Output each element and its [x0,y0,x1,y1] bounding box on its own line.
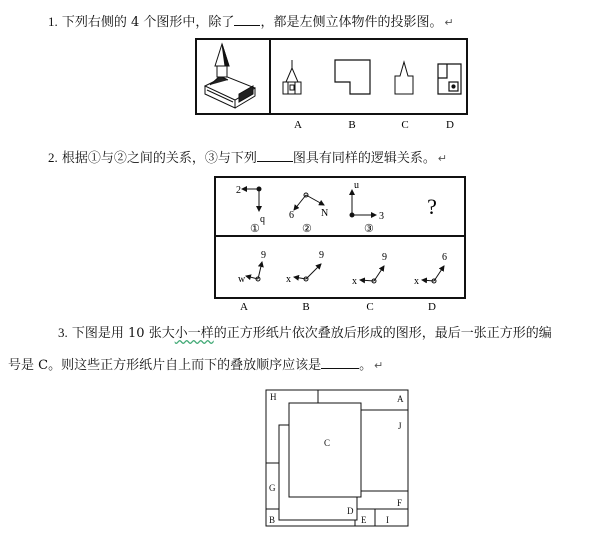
pattern-3 [350,190,376,217]
option-b-num-b: 9 [319,250,324,261]
label-a: A [397,394,404,404]
question-1-text [48,11,454,30]
question-2-figure [214,176,470,312]
answer-blank-1[interactable] [234,13,260,26]
question-3-text-d: 。 [359,358,373,373]
label-i: I [386,515,389,525]
figure-1-frame [196,39,467,114]
paragraph-mark: ↵ [444,17,454,29]
option-c-num-a: x [352,276,357,287]
pattern-3-label: ③ [364,223,374,235]
pattern-1 [242,187,261,211]
option-d-num-b: 6 [442,252,447,263]
label-f: F [397,498,403,508]
question-3-text-c: 号是 C。则这些正方形纸片自上而下的叠放顺序应该是 [8,358,322,373]
square-c [289,403,361,497]
pattern-2-num-b: N [321,208,329,219]
option-d-label: D [446,119,454,131]
label-e: E [361,515,367,525]
label-d: D [347,506,354,516]
pattern-1-num-b: q [260,214,265,225]
option-a-label: A [294,119,302,131]
pattern-3-num-a: u [354,180,359,191]
pattern-1-num-a: 2 [236,185,241,196]
option-c-label: C [366,301,374,312]
option-d-label: D [428,301,436,312]
label-j: J [398,421,402,431]
option-b-label: B [302,301,310,312]
option-b-shape [335,60,370,94]
question-1-text-b: ，都是左侧立体物件的投影图。 [260,15,443,30]
question-2-number: 2. [48,150,58,165]
pattern-2-label: ② [302,223,312,235]
label-h: H [270,392,277,402]
option-b-pattern [294,264,321,281]
question-3-text-b: 的正方形纸片依次叠放后形成的图形，最后一张正方形的编 [213,326,552,341]
question-3-line-1 [58,322,552,341]
paragraph-mark: ↵ [374,360,384,372]
answer-blank-3[interactable] [321,356,359,369]
question-2-text [48,147,447,166]
option-b-num-a: x [286,274,291,285]
answer-blank-2[interactable] [257,149,293,162]
pattern-2-num-a: 6 [289,210,294,221]
pattern-1-label: ① [250,223,260,235]
church-3d-object [205,44,255,108]
option-c-label: C [401,119,409,131]
option-a-shape [283,60,301,94]
question-1-figure [195,38,475,133]
question-1-number: 1. [48,14,58,29]
option-a-label: A [240,301,248,312]
question-2-text-a: 根据①与②之间的关系，③与下列 [61,151,257,166]
option-b-label: B [348,119,356,131]
question-3-wavy: 小一样 [174,326,214,341]
option-c-num-b: 9 [382,252,387,263]
question-1-text-a: 下列右侧的 4 个图形中，除了 [61,15,235,30]
question-mark: ? [427,194,437,219]
label-g: G [269,483,276,493]
question-3-number: 3. [58,325,68,340]
question-2-text-b: 图具有同样的逻辑关系。 [292,151,436,166]
option-a-num-a: w [238,274,246,285]
option-c-pattern [360,266,384,283]
option-a-num-b: 9 [261,250,266,261]
pattern-3-num-b: 3 [379,211,384,222]
pattern-2 [294,193,324,210]
label-c: C [324,438,331,448]
question-3-text-a: 下图是用 10 张大 [71,326,175,341]
option-c-shape [395,62,413,94]
option-d-num-a: x [414,276,419,287]
label-b: B [269,515,276,525]
question-3-line-2 [8,354,383,373]
question-3-figure [265,389,411,529]
option-d-shape [438,64,461,94]
paragraph-mark: ↵ [437,153,448,165]
option-d-pattern [422,266,444,283]
option-a-pattern [246,262,262,281]
